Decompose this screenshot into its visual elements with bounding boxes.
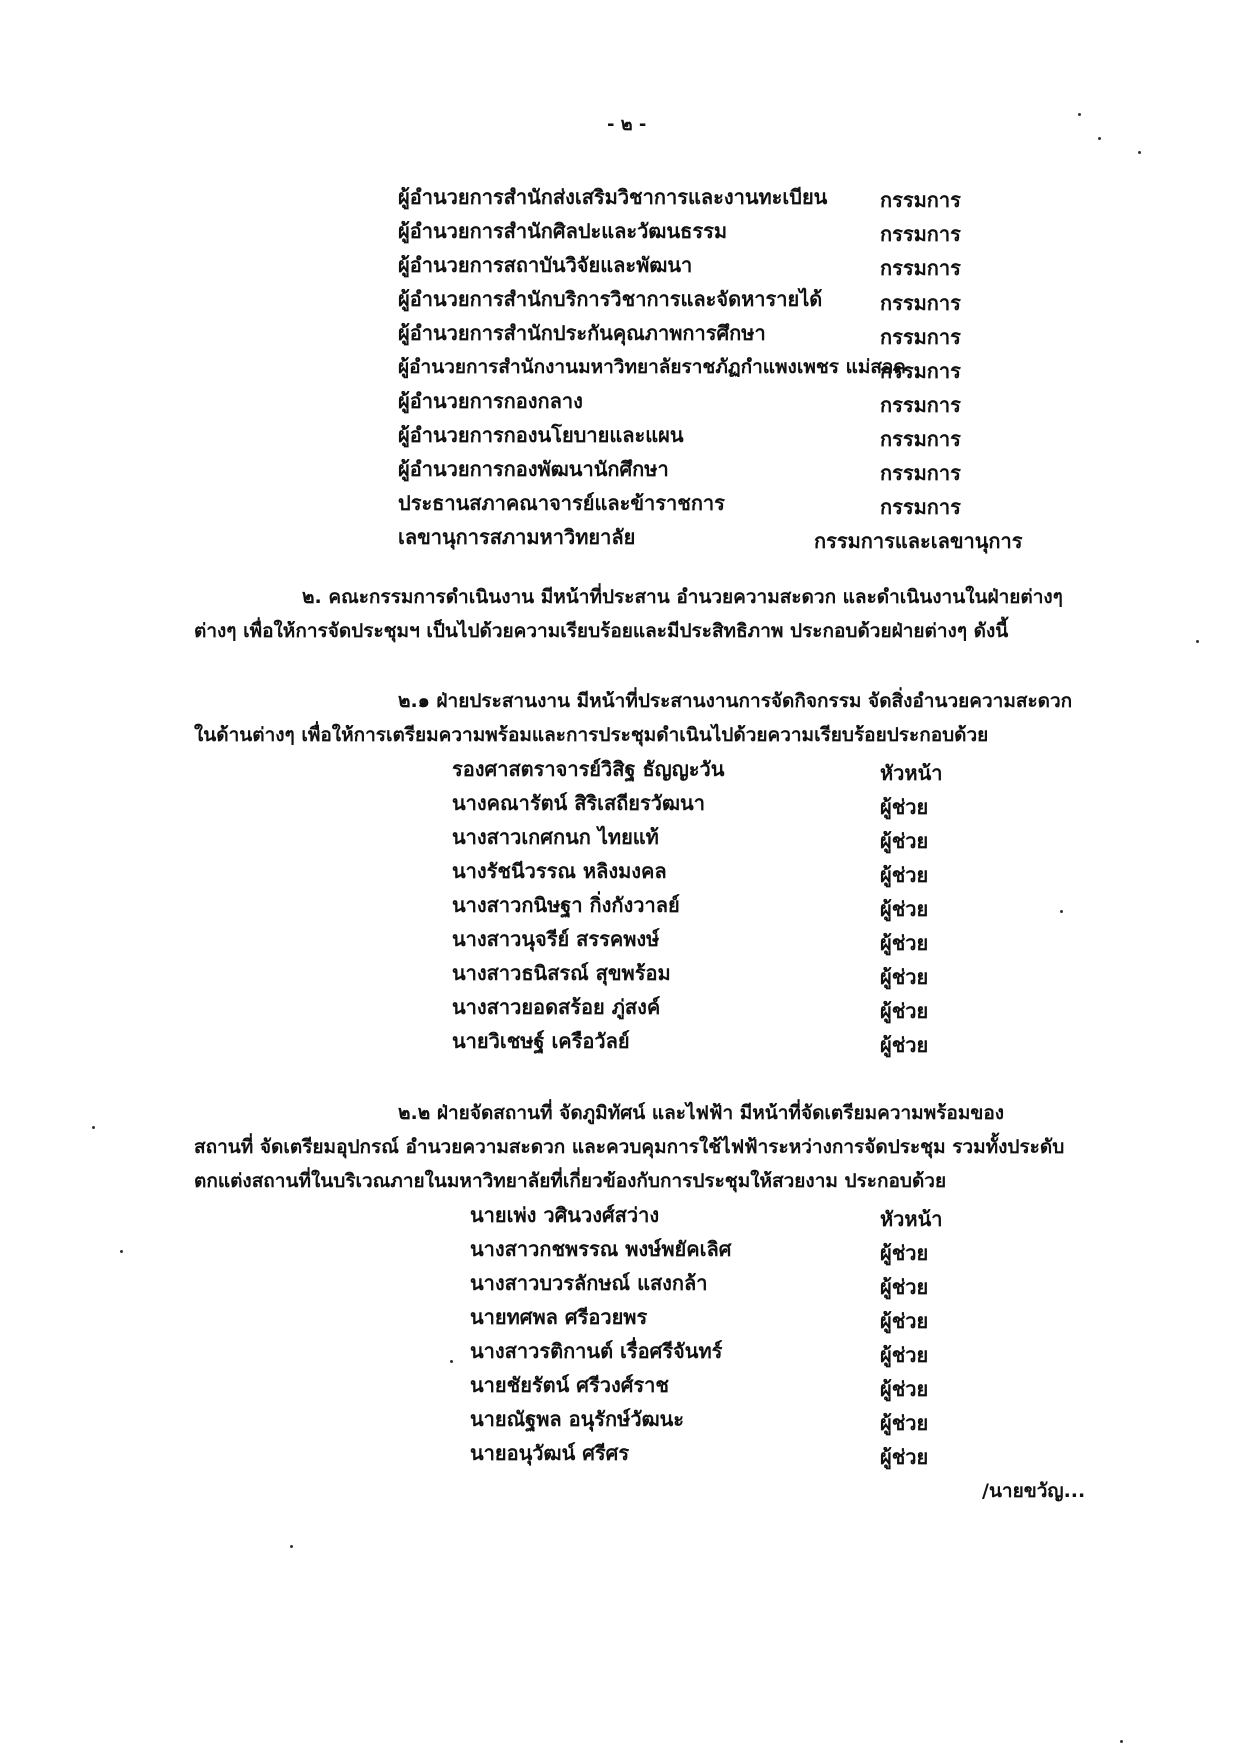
list-item-name: นางรัชนีวรรณ หลิงมงคล <box>452 859 667 883</box>
section-2-2-line-3: ตกแต่งสถานที่ในบริเวณภายในมหาวิทยาลัยที่เกี่ยวข้องกับการประชุมให้สวยงาม ประกอบด้วย <box>194 1170 947 1192</box>
list-item-role: กรรมการ <box>880 427 961 451</box>
list-item-name: นายณัฐพล อนุรักษ์วัฒนะ <box>470 1407 685 1431</box>
page-number: - ๒ - <box>607 114 647 135</box>
section-2-2-line-2: สถานที่ จัดเตรียมอุปกรณ์ อำนวยความสะดวก และควบคุมการใช้ไฟฟ้าระหว่างการจัดประชุม รวมทั้งประดับ <box>194 1136 1065 1158</box>
list-item-role: หัวหน้า <box>880 761 943 785</box>
list-item-name: นางสาวกนิษฐา กิ่งกังวาลย์ <box>452 893 680 917</box>
list-item-name: ผู้อำนวยการสำนักบริการวิชาการและจัดหารายได้ <box>398 287 823 311</box>
list-item-name: ผู้อำนวยการกองกลาง <box>398 389 583 413</box>
list-item-role: ผู้ช่วย <box>880 1033 929 1057</box>
list-item-role: กรรมการ <box>880 291 961 315</box>
list-item-name: ผู้อำนวยการสำนักงานมหาวิทยาลัยราชภัฏกำแพงเพชร แม่สอด <box>398 356 906 378</box>
list-item-name: เลขานุการสภามหาวิทยาลัย <box>398 525 636 549</box>
list-item-role: กรรมการ <box>880 256 961 280</box>
list-item-name: ผู้อำนวยการสำนักส่งเสริมวิชาการและงานทะเบียน <box>398 185 828 209</box>
list-item-name: นายวิเชษฐ์ เครือวัลย์ <box>452 1029 630 1053</box>
list-item-role: ผู้ช่วย <box>880 931 929 955</box>
list-item-role: หัวหน้า <box>880 1207 943 1231</box>
list-item-role: ผู้ช่วย <box>880 1241 929 1265</box>
list-item-name: นางสาวเกศกนก ไทยแท้ <box>452 825 659 849</box>
scan-speck <box>1060 910 1063 913</box>
list-item-name: นางสาวบวรลักษณ์ แสงกล้า <box>470 1271 708 1295</box>
list-item-role: กรรมการ <box>880 495 961 519</box>
list-item-role: ผู้ช่วย <box>880 829 929 853</box>
list-item-role: กรรมการ <box>880 393 961 417</box>
list-item-name: นางสาวธนิสรณ์ สุขพร้อม <box>452 961 671 985</box>
list-item-name: นางสาวรติกานต์ เรื่อศรีจันทร์ <box>470 1339 723 1363</box>
list-item-role: ผู้ช่วย <box>880 1445 929 1469</box>
list-item-role: ผู้ช่วย <box>880 999 929 1023</box>
list-item-role: กรรมการ <box>880 359 961 383</box>
scan-speck <box>120 1250 123 1253</box>
list-item-name: นางสาวนุจรีย์ สรรคพงษ์ <box>452 927 660 951</box>
scan-speck <box>1138 151 1141 154</box>
list-item-role: กรรมการ <box>880 461 961 485</box>
scan-speck <box>1120 1740 1123 1743</box>
section-2-line-2: ต่างๆ เพื่อให้การจัดประชุมฯ เป็นไปด้วยความเรียบร้อยและมีประสิทธิภาพ ประกอบด้วยฝ่ายต่างๆ ดังนี้ <box>194 620 1009 642</box>
list-item-role: ผู้ช่วย <box>880 1411 929 1435</box>
scan-speck <box>450 1360 453 1363</box>
list-item-role: ผู้ช่วย <box>880 863 929 887</box>
section-2-1-line-2: ในด้านต่างๆ เพื่อให้การเตรียมความพร้อมและการประชุมดำเนินไปด้วยความเรียบร้อยประกอบด้วย <box>194 724 989 746</box>
scan-speck <box>290 1545 293 1548</box>
section-2-1-line-1: ๒.๑ ฝ่ายประสานงาน มีหน้าที่ประสานงานการจัดกิจกรรม จัดสิ่งอำนวยความสะดวก <box>398 690 1073 712</box>
list-item-name: นายชัยรัตน์ ศรีวงศ์ราช <box>470 1373 669 1397</box>
list-item-name: นายเพ่ง วศินวงศ์สว่าง <box>470 1203 660 1227</box>
section-2-line-1: ๒. คณะกรรมการดำเนินงาน มีหน้าที่ประสาน อำนวยความสะดวก และดำเนินงานในฝ่ายต่างๆ <box>302 586 1063 608</box>
list-item-name: นางสาวกชพรรณ พงษ์พยัคเลิศ <box>470 1237 732 1261</box>
list-item-role: กรรมการ <box>880 325 961 349</box>
list-item-name: รองศาสตราจารย์วิสิฐ ธัญญะวัน <box>452 757 725 781</box>
list-item-name: ผู้อำนวยการกองนโยบายและแผน <box>398 423 684 447</box>
scan-speck <box>1098 137 1101 140</box>
list-item-name: ผู้อำนวยการสำนักประกันคุณภาพการศึกษา <box>398 321 766 345</box>
list-item-name: ประธานสภาคณาจารย์และข้าราชการ <box>398 491 725 515</box>
scan-speck <box>1196 640 1199 643</box>
list-item-role: ผู้ช่วย <box>880 795 929 819</box>
scan-speck <box>1078 113 1081 116</box>
continuation-marker: /นายขวัญ... <box>982 1480 1086 1502</box>
list-item-name: นายอนุวัฒน์ ศรีศร <box>470 1441 630 1465</box>
list-item-role: ผู้ช่วย <box>880 897 929 921</box>
list-item-role: ผู้ช่วย <box>880 965 929 989</box>
list-item-name: นางคณารัตน์ สิริเสถียรวัฒนา <box>452 791 705 815</box>
list-item-role: ผู้ช่วย <box>880 1275 929 1299</box>
list-item-role: ผู้ช่วย <box>880 1377 929 1401</box>
list-item-role: กรรมการ <box>880 188 961 212</box>
list-item-role: ผู้ช่วย <box>880 1309 929 1333</box>
list-item-name: ผู้อำนวยการสำนักศิลปะและวัฒนธรรม <box>398 219 728 243</box>
list-item-role: กรรมการ <box>880 222 961 246</box>
list-item-name: ผู้อำนวยการกองพัฒนานักศึกษา <box>398 457 669 481</box>
list-item-name: ผู้อำนวยการสถาบันวิจัยและพัฒนา <box>398 253 693 277</box>
section-2-2-line-1: ๒.๒ ฝ่ายจัดสถานที่ จัดภูมิทัศน์ และไฟฟ้า มีหน้าที่จัดเตรียมความพร้อมของ <box>398 1102 1005 1124</box>
list-item-role: กรรมการและเลขานุการ <box>814 529 1023 553</box>
list-item-name: นายทศพล ศรีอวยพร <box>470 1305 648 1329</box>
list-item-role: ผู้ช่วย <box>880 1343 929 1367</box>
list-item-name: นางสาวยอดสร้อย ภู่สงค์ <box>452 995 661 1019</box>
scan-speck <box>92 1126 95 1129</box>
